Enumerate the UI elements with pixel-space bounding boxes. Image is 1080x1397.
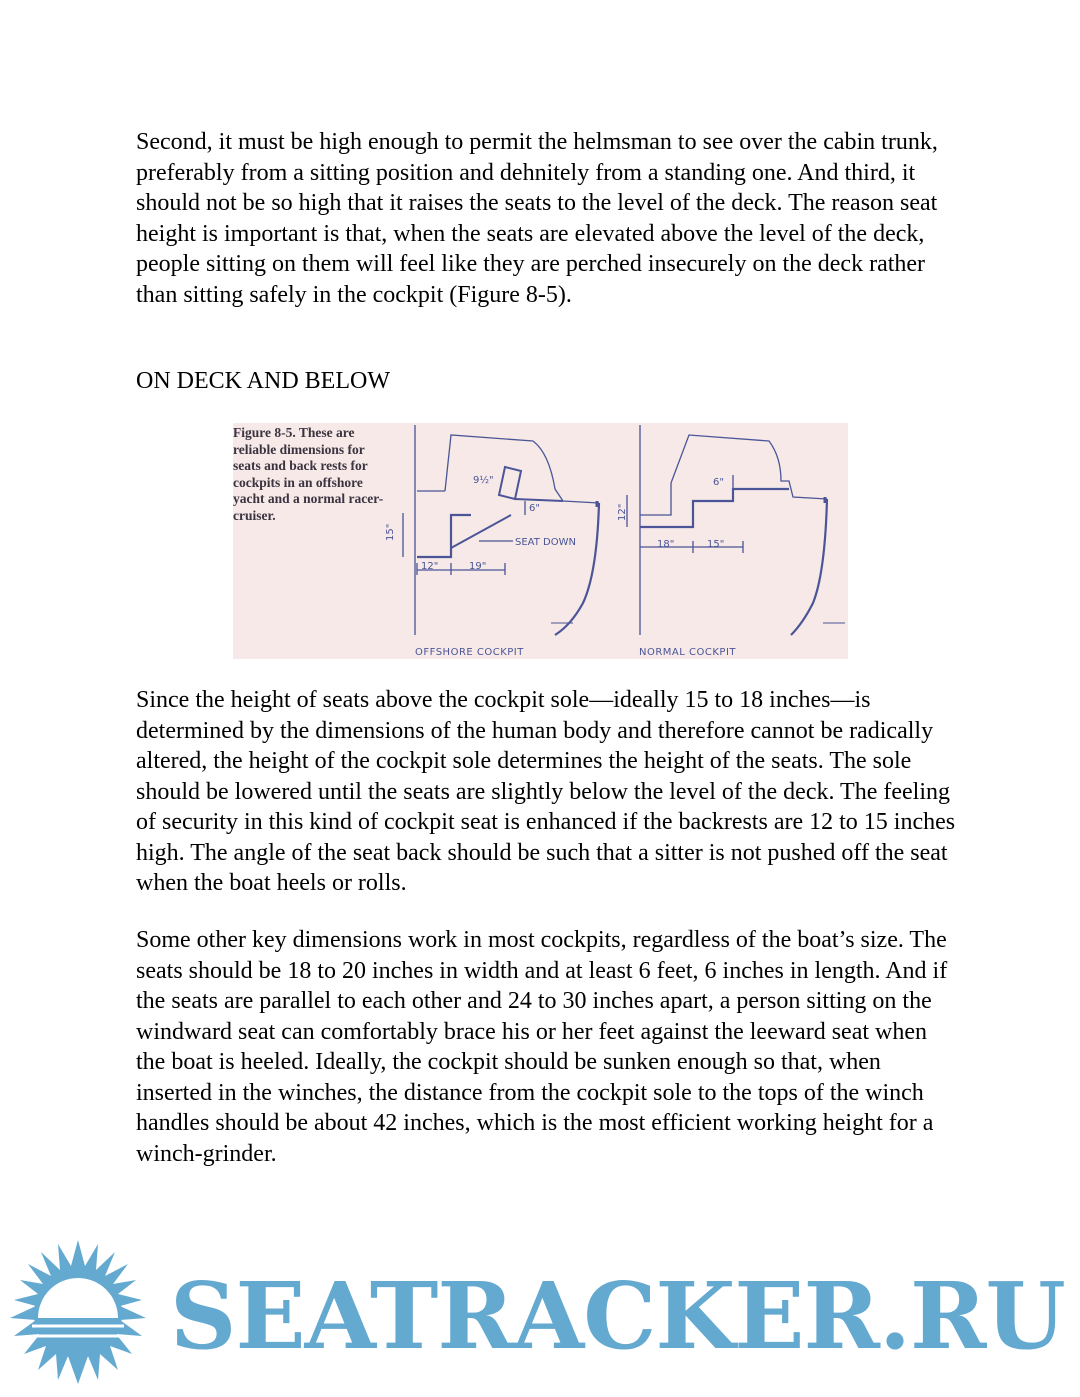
dim-12-right: 12"	[617, 503, 628, 521]
dim-9-half: 9½"	[473, 475, 494, 486]
dim-12-left: 12"	[421, 561, 439, 572]
body-paragraph-2: Since the height of seats above the cockpit sole—ideally 15 to 18 inches—is determined by the dimensions of the human body and therefore cannot be radically altered, the height of the cockpit sole determines the height of the seats. The sole should be lowered until the seats are slightly below the level of the deck. The feeling of security in this kind of cockpit seat is enhanced if the backrests are 12 to 15 inches high. The angle of the seat back should be such that a sitter is not pushed off the seat when the boat heels or rolls.	[136, 687, 956, 896]
dim-15-left: 15"	[385, 523, 396, 541]
dim-18: 18"	[657, 539, 675, 550]
offshore-hull	[555, 503, 599, 635]
running-header: ON DECK AND BELOW	[136, 368, 390, 394]
dim-6-left: 6"	[529, 503, 540, 514]
figure-8-5	[233, 423, 848, 659]
seat-down-label: SEAT DOWN	[515, 537, 576, 548]
dim-19: 19"	[469, 561, 487, 572]
normal-hull	[791, 499, 827, 635]
normal-cockpit-label: NORMAL COCKPIT	[639, 647, 736, 658]
offshore-seat	[417, 515, 471, 557]
body-paragraph-3: Some other key dimensions work in most cockpits, regardless of the boat’s size. The seats should be 18 to 20 inches in width and at least 6 feet, 6 inches in length. And if the seats are parallel to each other and 24 to 30 inches apart, a person sitting on the windward seat can comfortably brace his or her feet against the leeward seat when the boat is heeled. Ideally, the cockpit should be sunken enough so that, when inserted in the winches, the distance from the cockpit sole to the tops of the winch handles should be about 42 inches, which is the most efficient working height for a winch-grinder.	[136, 927, 948, 1167]
watermark-text: SEATRACKER.RU	[170, 1262, 1065, 1370]
dim-15-right: 15"	[707, 539, 725, 550]
cockpit-diagram	[233, 423, 848, 659]
offshore-cabin-outline	[445, 435, 599, 503]
figure-caption: Figure 8-5. These are reliable dimensions for seats and back rests for cockpits in an offshore yacht and a normal racer-cruiser.	[233, 425, 384, 523]
offshore-coaming-block	[499, 467, 521, 499]
normal-seat	[640, 489, 789, 527]
dim-6-right: 6"	[713, 477, 724, 488]
body-paragraph-1: Second, it must be high enough to permit the helmsman to see over the cabin trunk, preferably from a sitting position and dehnitely from a standing one. And third, it should not be so high that it raises the seats to the level of the deck. The reason seat height is important is that, when the seats are elevated above the level of the deck, people sitting on them will feel like they are perched insecurely on the deck rather than sitting safely in the cockpit (Figure 8-5).	[136, 129, 938, 308]
offshore-seat-back	[451, 515, 511, 548]
offshore-cockpit-label: OFFSHORE COCKPIT	[415, 647, 524, 658]
